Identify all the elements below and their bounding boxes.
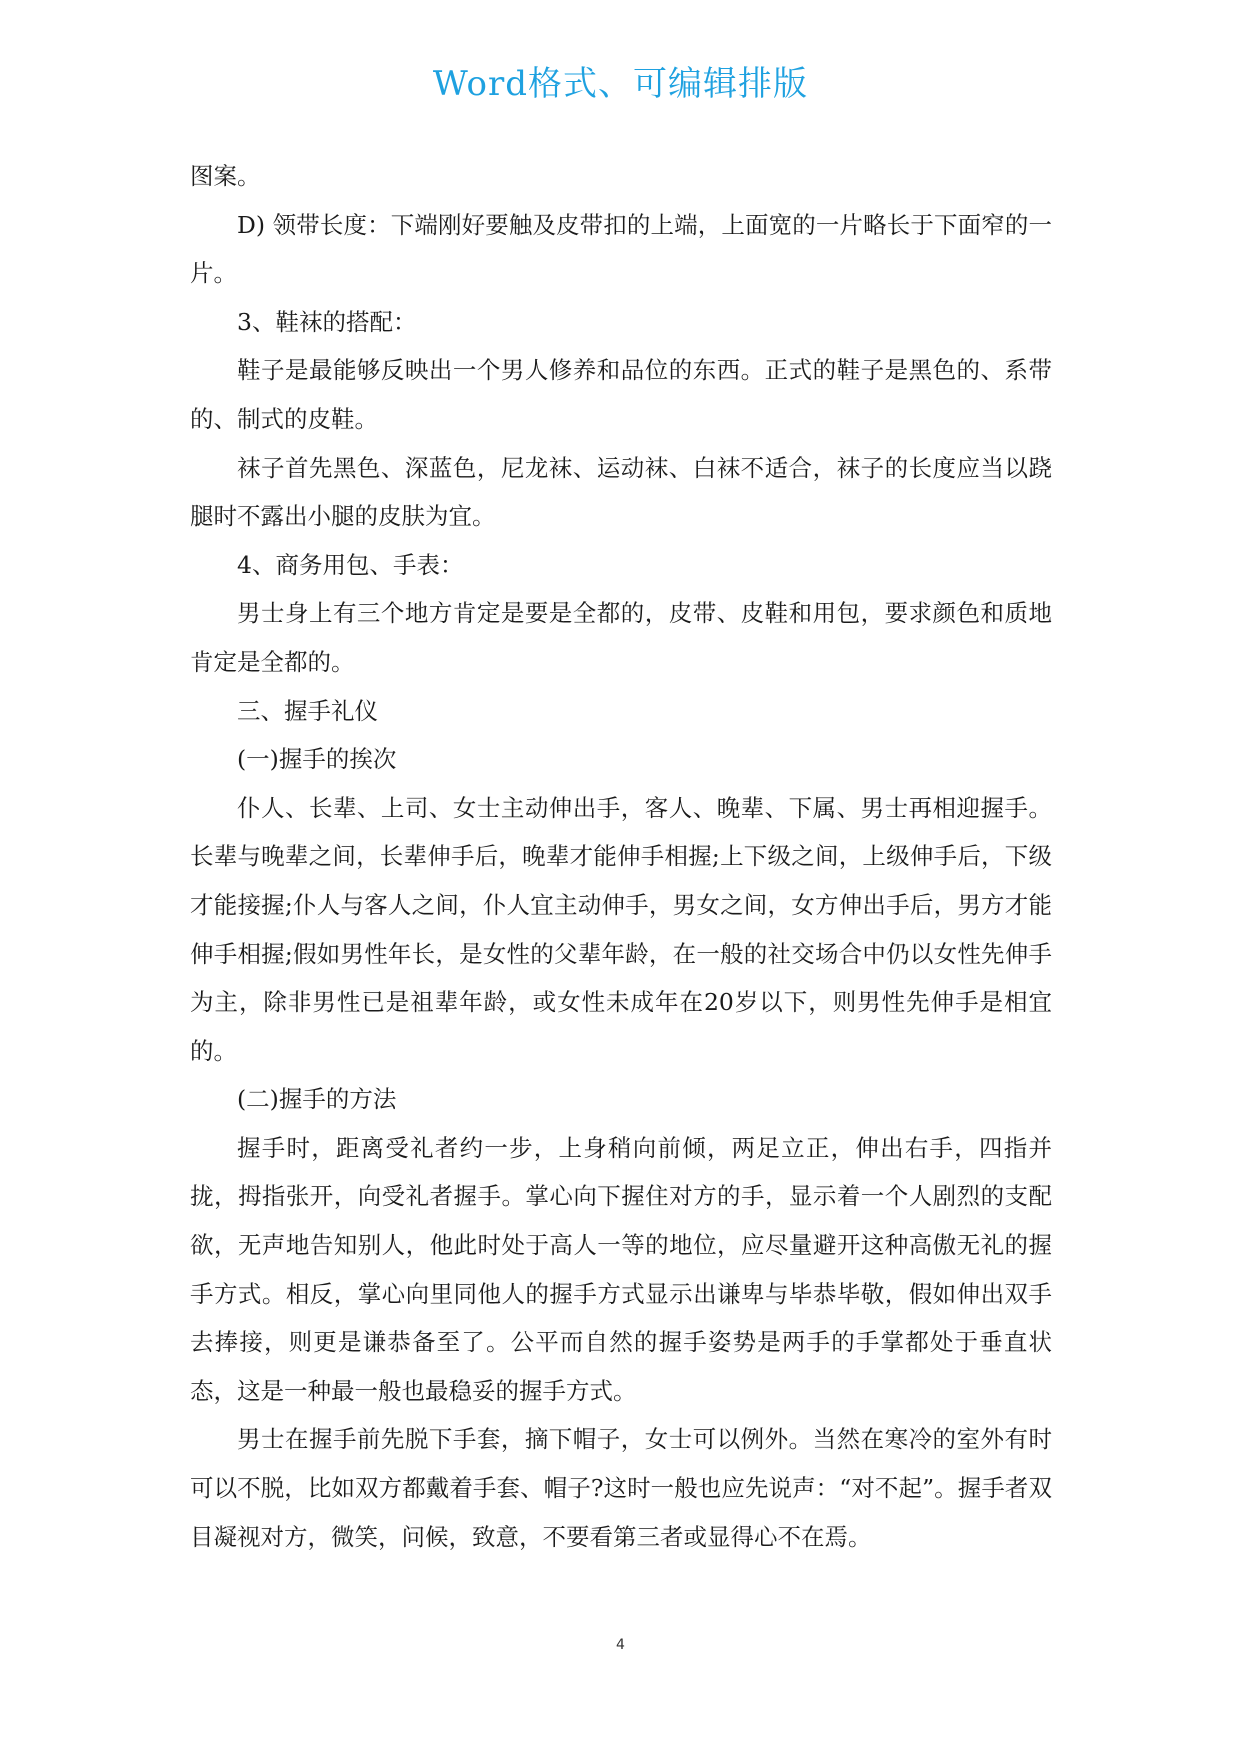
paragraph-tie-length: D) 领带长度：下端刚好要触及皮带扣的上端，上面宽的一片略长于下面窄的一片。: [190, 210, 1052, 288]
paragraph-bag-watch: 男士身上有三个地方肯定是要是全都的，皮带、皮鞋和用包，要求颜色和质地肯定是全都的。: [190, 599, 1052, 676]
paragraph-socks: 袜子首先黑色、深蓝色，尼龙袜、运动袜、白袜不适合，袜子的长度应当以跷腿时不露出小腿的皮肤为宜。: [190, 453, 1052, 531]
paragraph-handshake-method: 握手时，距离受礼者约一步，上身稍向前倾，两足立正，伸出右手，四指并拢，拇指张开，向受礼者握手。掌心向下握住对方的手，显示着一个人剧烈的支配欲，无声地告知别人，他此时处于高人一等的地位，应尽量避开这种高傲无礼的握手方式。相反，掌心向里同他人的握手方式显示出谦卑与毕恭毕敬，假如伸出双手去捧接，则更是谦恭备至了。公平而自然的握手姿势是两手的手掌都处于垂直状态，这是一种最一般也最稳妥的握手方式。: [190, 1133, 1052, 1405]
heading-handshake-order: (一)握手的挨次: [237, 745, 397, 774]
page-number: 4: [616, 1637, 625, 1653]
paragraph-handshake-order: 仆人、长辈、上司、女士主动伸出手，客人、晚辈、下属、男士再相迎握手。长辈与晚辈之间，长辈伸手后，晚辈才能伸手相握;上下级之间，上级伸手后，下级才能接握;仆人与客人之间，仆人宜主动伸手，男女之间，女方伸出手后，男方才能伸手相握;假如男性年长，是女性的父辈年龄，在一般的社交场合中仍以女性先伸手为主，除非男性已是祖辈年龄，或女性未成年在20岁以下，则男性先伸手是相宜的。: [190, 793, 1052, 1065]
heading-bag-watch: 4、商务用包、手表：: [237, 550, 464, 579]
heading-handshake-etiquette: 三、握手礼仪: [237, 696, 378, 725]
paragraph-shoes: 鞋子是最能够反映出一个男人修养和品位的东西。正式的鞋子是黑色的、系带的、制式的皮鞋。: [190, 356, 1052, 433]
page-header-title: Word格式、可编辑排版: [432, 64, 809, 104]
document-body: [190, 152, 1052, 1561]
paragraph-continuation: 图案。: [190, 162, 261, 190]
heading-shoes-socks: 3、鞋袜的搭配：: [237, 307, 417, 336]
heading-handshake-method: (二)握手的方法: [237, 1085, 397, 1114]
paragraph-handshake-gloves: 男士在握手前先脱下手套，摘下帽子，女士可以例外。当然在寒冷的室外有时可以不脱，比如双方都戴着手套、帽子?这时一般也应先说声：“对不起”。握手者双目凝视对方，微笑，问候，致意，不要看第三者或显得心不在焉。: [190, 1425, 1052, 1551]
